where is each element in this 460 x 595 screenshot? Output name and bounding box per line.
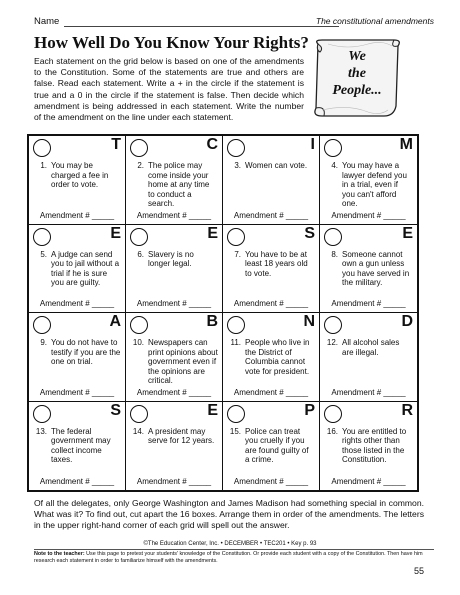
- statement-text: A judge can send you to jail without a trial if he is sure you are guilty.: [51, 249, 120, 287]
- grid-cell: [126, 313, 223, 402]
- intro-paragraph: Each statement on the grid below is based on one of the amendments to the Constitution. Some of the statements are true and others are false. Read each statement. Write a + in the circle if the statement is true and a 0 in the circle if the statement is false. Then decide which amendment is being addressed in each statement. Write the number of the amendment on the line under each statement.: [34, 56, 304, 123]
- answer-circle[interactable]: [33, 139, 51, 157]
- amendment-line[interactable]: Amendment # _____: [331, 210, 406, 220]
- cell-letter: E: [207, 224, 218, 242]
- answer-circle[interactable]: [227, 316, 245, 334]
- answer-circle[interactable]: [33, 405, 51, 423]
- statement-text: You may be charged a fee in order to vote.: [51, 161, 109, 189]
- statement: [132, 427, 218, 446]
- cell-letter: S: [304, 224, 315, 242]
- grid-cell: [320, 313, 417, 402]
- unit-title: The constitutional amendments: [315, 16, 434, 26]
- statement-number: 9.: [40, 338, 47, 347]
- statement-text: Police can treat you cruelly if you are found guilty of a crime.: [245, 426, 309, 464]
- statement-text: You have to be at least 18 years old to vote.: [245, 249, 308, 278]
- statement: [132, 161, 218, 209]
- footer-rule: [34, 549, 434, 550]
- statement-text: Someone cannot own a gun unless you have served in the military.: [342, 249, 410, 287]
- conclusion-paragraph: Of all the delegates, only George Washington and James Madison had something special in common. What was it? To find out, cut apart the 16 boxes. Arrange them in order of the amendments. The letters in the upper right-hand corner of each grid will spell out the answer.: [34, 498, 424, 530]
- cell-letter: A: [109, 313, 121, 330]
- grid-cell: [223, 136, 320, 225]
- amendment-line[interactable]: Amendment # _____: [39, 477, 115, 486]
- cell-letter: S: [110, 401, 121, 419]
- statement-number: 13.: [35, 426, 47, 436]
- amendment-line[interactable]: Amendment # _____: [233, 477, 309, 486]
- cell-letter: N: [303, 313, 315, 330]
- statement: [132, 250, 218, 269]
- amendment-line[interactable]: Amendment # _____: [233, 299, 309, 308]
- statement: [35, 338, 121, 367]
- cell-letter: M: [399, 136, 413, 153]
- statement: [229, 161, 315, 171]
- cell-letter: B: [206, 313, 218, 330]
- statement-text: Newspapers can print opinions about government even if the opinions are critical.: [148, 338, 218, 385]
- statement: [326, 161, 413, 209]
- cell-letter: E: [207, 401, 218, 419]
- statement-number: 7.: [234, 249, 241, 259]
- answer-circle[interactable]: [324, 139, 342, 157]
- amendment-line[interactable]: Amendment # _____: [39, 387, 115, 397]
- statement-text: You are entitled to rights other than those listed in the Constitution.: [342, 426, 407, 464]
- page-number: 55: [413, 566, 424, 576]
- grid-cell: [320, 402, 417, 491]
- grid-cell: [126, 402, 223, 491]
- cell-letter: C: [206, 136, 218, 153]
- footer-credit: ©The Education Center, Inc. • DECEMBER • TEC201 • Key p. 93: [143, 541, 317, 547]
- statement-number: 15.: [229, 426, 241, 436]
- grid-cell: [223, 225, 320, 314]
- grid-cell: [320, 136, 417, 225]
- amendment-line[interactable]: Amendment # _____: [331, 477, 406, 486]
- grid-cell: [29, 136, 126, 225]
- statement-number: 3.: [234, 161, 241, 170]
- page-title: How Well Do You Know Your Rights?: [34, 33, 309, 52]
- grid-cell: [126, 136, 223, 225]
- amendment-line[interactable]: Amendment # _____: [39, 299, 115, 308]
- statement: [229, 427, 315, 465]
- amendment-line[interactable]: Amendment # _____: [331, 387, 406, 397]
- name-row: [34, 16, 434, 30]
- teacher-note: Note to the teacher: Use this page to pretest your students' knowledge of the Constitution. Or provide each student with a copy of the Constitution. Then have him research each statement in order to familiarize himself with the amendments.: [34, 551, 423, 564]
- grid-cell: [126, 225, 223, 314]
- amendment-line[interactable]: Amendment # _____: [233, 387, 309, 397]
- answer-circle[interactable]: [130, 228, 148, 246]
- answer-circle[interactable]: [130, 405, 148, 423]
- scroll-text: We the People...: [332, 49, 382, 98]
- statement-text: The police may come inside your home at any time to conduct a search.: [148, 161, 210, 208]
- grid-cell: [29, 225, 126, 314]
- statement: [326, 427, 413, 465]
- grid-cell: [29, 402, 126, 491]
- amendment-line[interactable]: Amendment # _____: [136, 299, 212, 308]
- statement: [35, 250, 121, 288]
- grid-cell: [29, 313, 126, 402]
- answer-circle[interactable]: [227, 228, 245, 246]
- cell-letter: T: [111, 136, 121, 153]
- cell-letter: E: [402, 224, 413, 242]
- statement: [35, 161, 121, 190]
- cell-letter: I: [310, 136, 315, 153]
- statement-number: 12.: [326, 338, 338, 347]
- amendment-line[interactable]: Amendment # _____: [136, 387, 212, 397]
- statement: [326, 338, 413, 357]
- amendment-line[interactable]: Amendment # _____: [136, 477, 212, 486]
- statement: [229, 338, 315, 376]
- statement-number: 14.: [132, 426, 144, 436]
- answer-circle[interactable]: [227, 139, 245, 157]
- statement: [229, 250, 315, 279]
- answer-circle[interactable]: [130, 139, 148, 157]
- statement-grid: [27, 134, 419, 492]
- answer-circle[interactable]: [33, 316, 51, 334]
- statement-text: You do not have to testify if you are the one on trial.: [51, 338, 121, 366]
- statement-text: All alcohol sales are illegal.: [342, 338, 400, 357]
- name-label: Name: [34, 16, 60, 27]
- answer-circle[interactable]: [227, 405, 245, 423]
- statement-text: People who live in the District of Columbia cannot vote for president.: [245, 338, 310, 376]
- statement-number: 1.: [40, 161, 47, 170]
- statement-number: 11.: [230, 338, 241, 347]
- answer-circle[interactable]: [324, 316, 342, 334]
- grid-cell: [320, 225, 417, 314]
- grid-cell: [223, 402, 320, 491]
- name-line[interactable]: [64, 26, 339, 27]
- scroll-illustration: [308, 36, 406, 122]
- statement-number: 10.: [132, 338, 144, 347]
- answer-circle[interactable]: [324, 228, 342, 246]
- answer-circle[interactable]: [33, 228, 51, 246]
- statement: [35, 427, 121, 465]
- grid-cell: [223, 313, 320, 402]
- cell-letter: R: [401, 401, 413, 419]
- cell-letter: E: [110, 224, 121, 242]
- cell-letter: D: [401, 313, 413, 330]
- statement-number: 2.: [137, 161, 144, 170]
- statement-text: Women can vote.: [245, 161, 308, 170]
- amendment-line[interactable]: Amendment # _____: [233, 210, 309, 220]
- statement-text: The federal government may collect income taxes.: [51, 426, 111, 464]
- answer-circle[interactable]: [130, 316, 148, 334]
- statement-number: 16.: [326, 426, 338, 436]
- statement-text: You may have a lawyer defend you in a trial, even if you can't afford one.: [342, 161, 407, 208]
- answer-circle[interactable]: [324, 405, 342, 423]
- statement-text: Slavery is no longer legal.: [148, 249, 194, 268]
- statement-number: 6.: [137, 249, 144, 259]
- statement: [326, 250, 413, 288]
- statement: [132, 338, 218, 386]
- cell-letter: P: [304, 401, 315, 419]
- statement-number: 4.: [331, 161, 338, 170]
- statement-text: A president may serve for 12 years.: [148, 426, 215, 445]
- statement-number: 5.: [40, 249, 47, 259]
- amendment-line[interactable]: Amendment # _____: [39, 210, 115, 220]
- amendment-line[interactable]: Amendment # _____: [331, 299, 406, 308]
- amendment-line[interactable]: Amendment # _____: [136, 210, 212, 220]
- statement-number: 8.: [331, 249, 338, 259]
